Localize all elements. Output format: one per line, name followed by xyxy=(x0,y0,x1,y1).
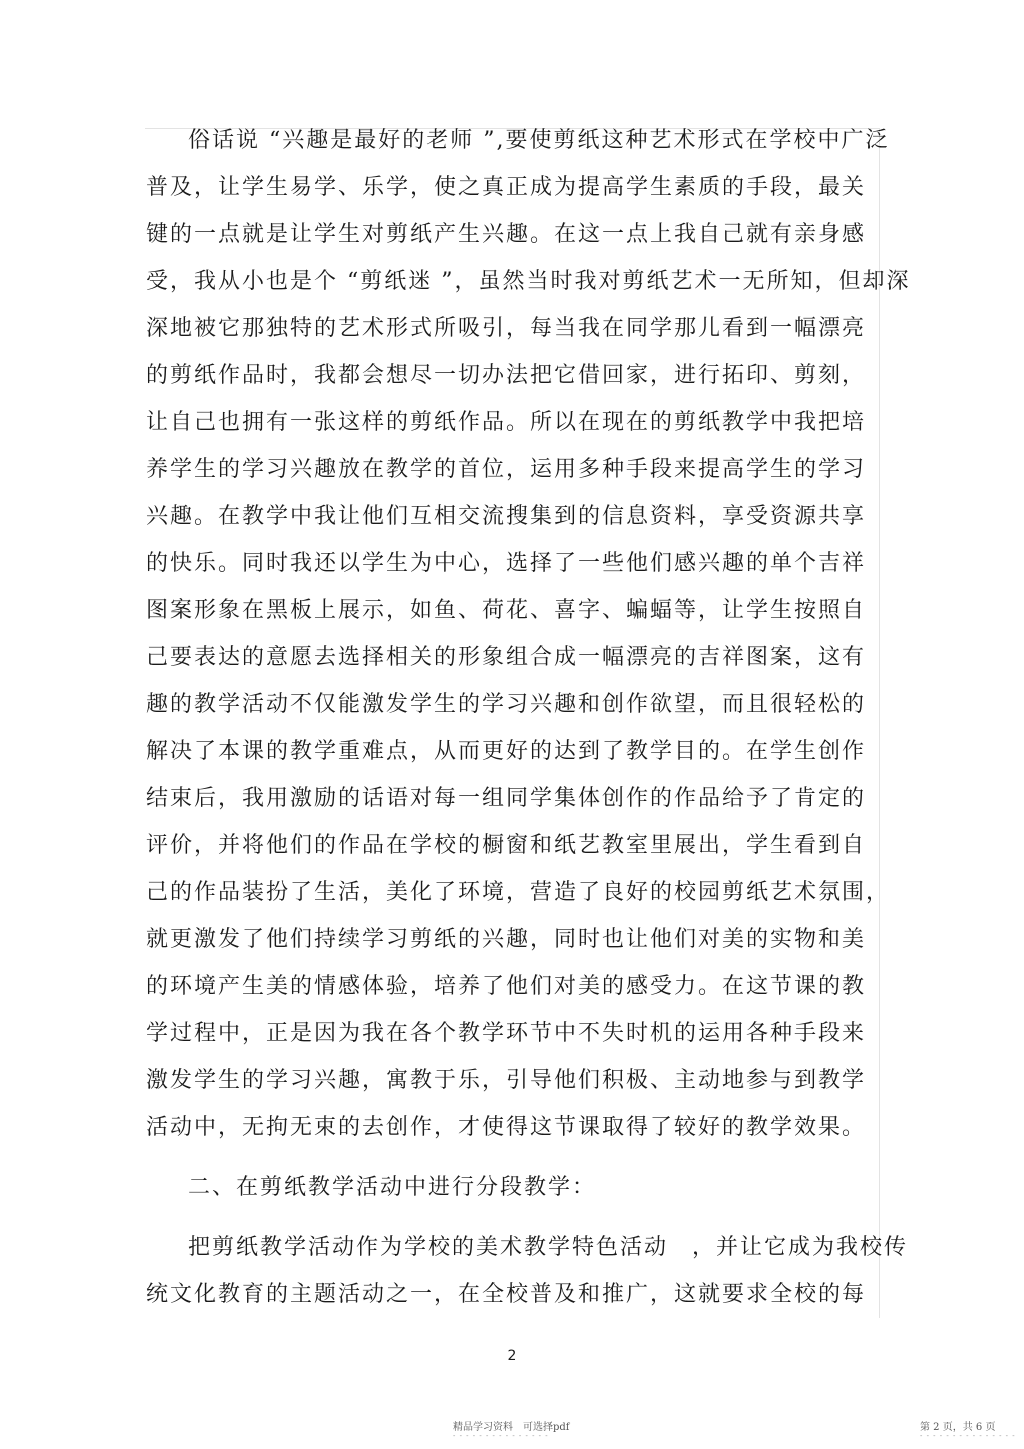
text-line: 养学生的学习兴趣放在教学的首位，运用多种手段来提高学生的学习 xyxy=(146,457,867,482)
text-line: 统文化教育的主题活动之一，在全校普及和推广，这就要求全校的每 xyxy=(146,1282,867,1307)
footer-page-count: 第 2 页，共 6 页 xyxy=(920,1422,996,1433)
footer-watermark-text: 精品学习资料 可选择pdf xyxy=(453,1422,570,1433)
page-number: 2 xyxy=(507,1348,517,1364)
section-heading: 二、在剪纸教学活动中进行分段教学： xyxy=(188,1175,597,1200)
footer-dashes-left: - - - - - - - - - - - - - - - xyxy=(453,1432,549,1440)
page-frame-right xyxy=(879,128,880,1318)
text-line: 普及，让学生易学、乐学，使之真正成为提高学生素质的手段，最关 xyxy=(146,175,867,200)
text-line: 把剪纸教学活动作为学校的美术教学特色活动 ，并让它成为我校传 xyxy=(188,1235,909,1260)
text-line: 解决了本课的教学重难点，从而更好的达到了教学目的。在学生创作 xyxy=(146,739,867,764)
text-line: 己的作品装扮了生活，美化了环境，营造了良好的校园剪纸艺术氛围， xyxy=(146,880,891,905)
text-line: 己要表达的意愿去选择相关的形象组合成一幅漂亮的吉祥图案，这有 xyxy=(146,645,867,670)
text-line: 的环境产生美的情感体验，培养了他们对美的感受力。在这节课的教 xyxy=(146,974,867,999)
text-line: 激发学生的学习兴趣，寓教于乐，引导他们积极、主动地参与到教学 xyxy=(146,1068,867,1093)
text-line: 键的一点就是让学生对剪纸产生兴趣。在这一点上我自己就有亲身感 xyxy=(146,222,867,247)
text-line: 的快乐。同时我还以学生为中心，选择了一些他们感兴趣的单个吉祥 xyxy=(146,551,867,576)
text-line: 兴趣。在教学中我让他们互相交流搜集到的信息资料，享受资源共享 xyxy=(146,504,867,529)
text-line: 学过程中，正是因为我在各个教学环节中不失时机的运用各种手段来 xyxy=(146,1021,867,1046)
text-line: 的剪纸作品时，我都会想尽一切办法把它借回家，进行拓印、剪刻， xyxy=(146,363,867,388)
text-line: 图案形象在黑板上展示，如鱼、荷花、喜字、蝙蝠等，让学生按照自 xyxy=(146,598,867,623)
text-line: 趣的教学活动不仅能激发学生的学习兴趣和创作欲望，而且很轻松的 xyxy=(146,692,867,717)
text-line: 活动中，无拘无束的去创作，才使得这节课取得了较好的教学效果。 xyxy=(146,1115,867,1140)
text-line: 结束后，我用激励的话语对每一组同学集体创作的作品给予了肯定的 xyxy=(146,786,867,811)
text-line: 评价，并将他们的作品在学校的橱窗和纸艺教室里展出，学生看到自 xyxy=(146,833,867,858)
text-line: 让自己也拥有一张这样的剪纸作品。所以在现在的剪纸教学中我把培 xyxy=(146,410,867,435)
text-line: 就更激发了他们持续学习剪纸的兴趣，同时也让他们对美的实物和美 xyxy=(146,927,867,952)
text-line: 深地被它那独特的艺术形式所吸引，每当我在同学那儿看到一幅漂亮 xyxy=(146,316,867,341)
text-line: 俗话说 “兴趣是最好的老师 ”,要使剪纸这种艺术形式在学校中广泛 xyxy=(188,128,890,153)
footer-dashes-right: - - - - - - - - - - - - - - - xyxy=(920,1432,1016,1440)
text-line: 受，我从小也是个 “剪纸迷 ”，虽然当时我对剪纸艺术一无所知，但却深 xyxy=(146,269,911,294)
